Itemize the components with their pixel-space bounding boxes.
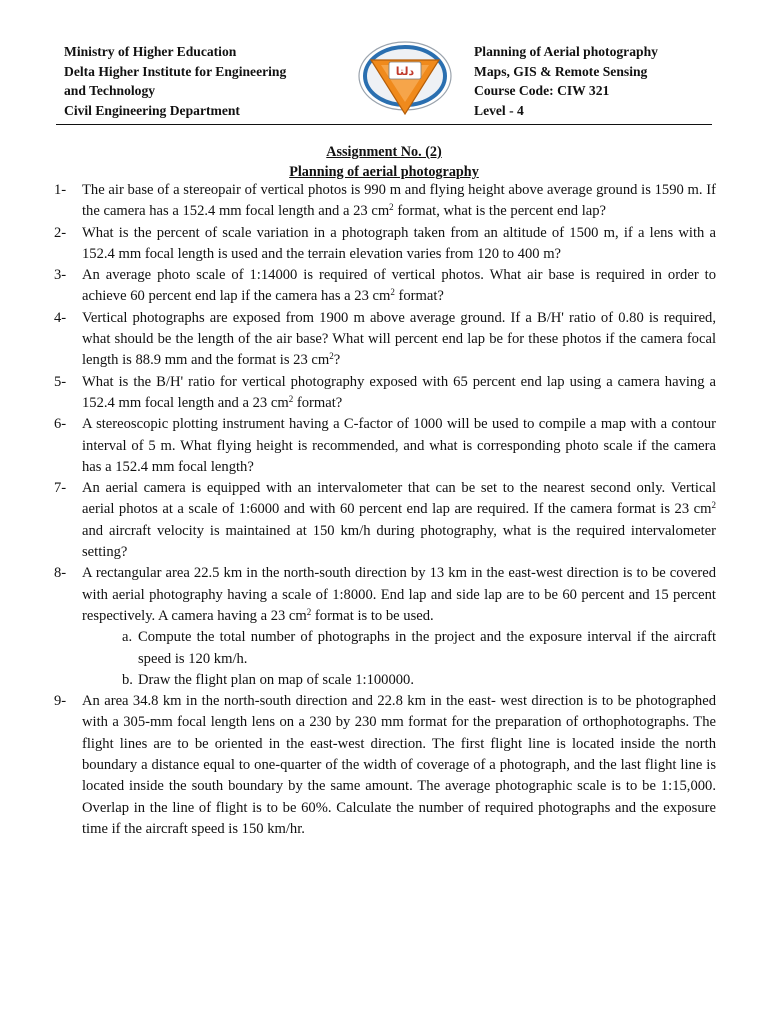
question-number: 4- <box>54 309 67 326</box>
superscript: 2 <box>329 351 334 362</box>
text-run: format is to be used. <box>311 607 434 624</box>
sub-question-text: Compute the total number of photographs in the project and the exposure interval if the aircraft speed is 120 km/h. <box>138 629 716 667</box>
question-number: 6- <box>54 416 67 433</box>
sub-question-list <box>82 627 716 691</box>
logo-text: دلتا <box>395 65 415 78</box>
question-item <box>54 265 716 308</box>
course-block <box>474 42 658 120</box>
sub-question-item <box>82 627 716 670</box>
institution-block <box>64 42 286 120</box>
question-number: 5- <box>54 373 67 390</box>
question-number: 2- <box>54 224 67 241</box>
question-item <box>54 223 716 266</box>
text-run: ? <box>333 352 341 369</box>
question-number: 9- <box>54 693 67 710</box>
question-text <box>82 225 716 262</box>
question-text <box>82 267 716 304</box>
question-item <box>54 372 716 415</box>
question-number: 7- <box>54 480 67 497</box>
text-run: and aircraft velocity is maintained at 150 km/h during photography, what is the required intervalometer setting? <box>82 522 716 561</box>
sub-question-text: Draw the flight plan on map of scale 1:100000. <box>138 671 414 688</box>
question-number: 1- <box>54 182 67 198</box>
question-item <box>54 414 716 478</box>
text-run: What is the percent of scale variation in a photograph taken from an altitude of 1500 m, if a lens with a 152.4 mm focal length is used and the terrain elevation varies from 120 to 400 m? <box>82 224 716 262</box>
institute-name: Delta Higher Institute for Engineering <box>64 63 287 79</box>
text-run: An aerial camera is equipped with an intervalometer that can be set to the nearest second only. Vertical aerial photos at a scale of 1:6000 and with 60 percent end lap are required. If the camera format is 23 cm <box>82 480 716 518</box>
question-text <box>82 374 716 411</box>
text-run: Vertical photographs are exposed from 1900 m above average ground. If a B/H' ratio of 0.80 is required, what should be the length of the air base? What will percent end lap be for these photos if the camera focal length is 88.9 mm and the format is 23 cm <box>82 309 716 369</box>
course-subject: Maps, GIS & Remote Sensing <box>474 63 648 79</box>
sub-question-label: b. <box>122 671 133 688</box>
superscript: 2 <box>390 287 395 298</box>
question-item <box>54 308 716 372</box>
assignment-heading <box>0 142 768 182</box>
text-run: What is the B/H' ratio for vertical photography exposed with 65 percent end lap using a camera having a 152.4 mm focal length and a 23 cm <box>82 373 716 411</box>
superscript: 2 <box>389 202 394 213</box>
text-run: An average photo scale of 1:14000 is required of vertical photos. What air base is required in order to achieve 60 percent end lap if the camera has a 23 cm <box>82 267 716 305</box>
question-text <box>82 693 716 837</box>
department-name: Civil Engineering Department <box>64 102 240 118</box>
text-run: The air base of a stereopair of vertical photos is 990 m and flying height above average ground is 1590 m. If the camera has a 152.4 mm focal length and a 23 cm <box>82 182 716 220</box>
course-code: Course Code: CIW 321 <box>474 83 610 99</box>
institute-logo <box>353 40 457 118</box>
text-run: format? <box>293 394 343 411</box>
assignment-subtitle: Planning of aerial photography <box>289 164 479 180</box>
question-text <box>82 416 716 475</box>
question-text <box>82 565 716 624</box>
sub-question-label: a. <box>122 629 133 646</box>
question-text <box>82 182 716 219</box>
text-run: A stereoscopic plotting instrument having a C-factor of 1000 will be used to compile a map with a contour interval of 5 m. What flying height is recommended, and what is corresponding photo scale if the camera has a 152.4 mm focal length? <box>82 416 716 475</box>
question-item <box>54 180 716 223</box>
question-number: 3- <box>54 267 67 284</box>
course-level: Level - 4 <box>474 102 524 118</box>
question-text <box>82 310 716 369</box>
course-title: Planning of Aerial photography <box>474 44 658 59</box>
sub-question-item <box>82 670 716 691</box>
page-header <box>56 42 712 124</box>
text-run: format? <box>394 288 444 305</box>
question-list <box>54 180 716 840</box>
superscript: 2 <box>288 393 294 404</box>
assignment-title: Assignment No. (2) <box>326 144 442 160</box>
question-item <box>54 691 716 840</box>
text-run: An area 34.8 km in the north-south direction and 22.8 km in the east- west direction is to be photographed with a 305-mm focal length lens on a 230 by 230 mm format for the preparation of orthophotographs. The flight lines are to be oriented in the east-west direction. The first flight line is located inside the north boundary a distance equal to one-quarter of the width of coverage of a photograph, and the last flight line is located inside the south boundary by the same amount. The average photographic scale is to be 1:15,000. Overlap in the line of flight is to be 60%. Calculate the number of required photographs and the exposure time if the aircraft speed is 150 km/hr. <box>82 693 716 837</box>
question-text <box>82 480 716 560</box>
header-divider <box>56 124 712 125</box>
superscript: 2 <box>306 606 312 617</box>
text-run: A rectangular area 22.5 km in the north-south direction by 13 km in the east-west direction is to be covered with aerial photography having a scale of 1:8000. End lap and side lap are to be 60 percent and 15 percent respectively. A camera having a 23 cm <box>82 565 716 624</box>
text-run: format, what is the percent end lap? <box>393 203 607 220</box>
institute-name-cont: and Technology <box>64 83 156 99</box>
superscript: 2 <box>711 500 716 511</box>
ministry-name: Ministry of Higher Education <box>64 44 237 59</box>
question-item <box>54 478 716 563</box>
question-item <box>54 563 716 691</box>
question-number: 8- <box>54 565 67 582</box>
